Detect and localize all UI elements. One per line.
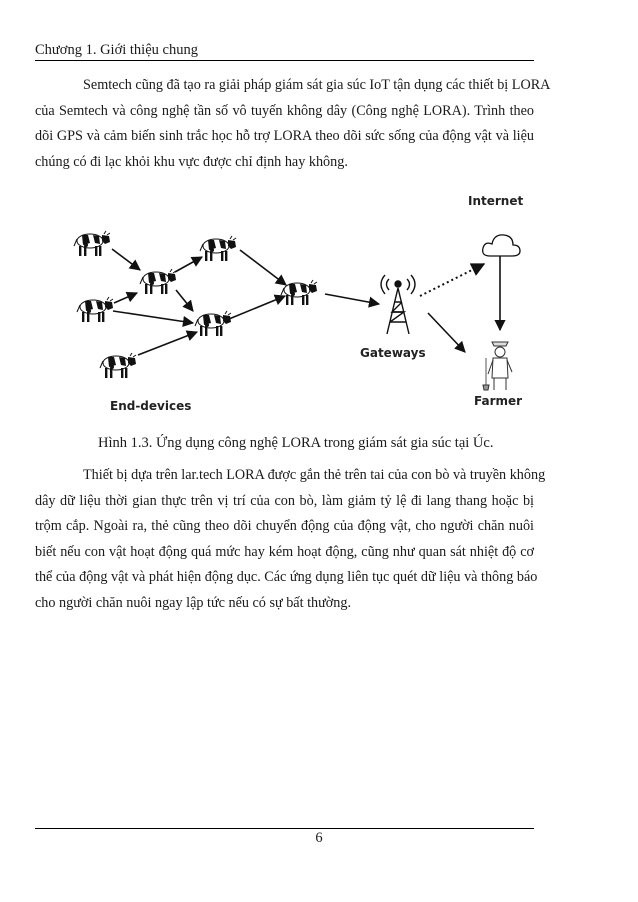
cow-icon (200, 236, 236, 261)
paragraph-semtech (35, 73, 551, 175)
cow-icon (195, 311, 231, 336)
header-divider (35, 60, 534, 61)
paragraph-line: Thiết bị dựa trên lar.tech LORA được gắn thẻ trên tai của con bò và truyền không (83, 467, 546, 483)
paragraph-line: Semtech cũng đã tạo ra giải pháp giám sát gia súc IoT tận dụng các thiết bị LORA (83, 77, 551, 93)
farmer-icon (483, 342, 512, 390)
gateway-tower-icon (381, 275, 415, 334)
paragraph-line: thể của động vật và phát hiện động dục. Các ứng dụng liên tục quét dữ liệu và thông báo (35, 569, 538, 586)
chapter-header: Chương 1. Giới thiệu chung (35, 42, 198, 58)
paragraph-line: của Semtech và công nghệ tần số vô tuyến không dây (Công nghệ LORA). Trình theo (35, 102, 534, 119)
paragraph-line: dây dữ liệu thời gian thực trên vị trí của con bò, làm giảm tỷ lệ đi lang thang hoặc bị (35, 492, 534, 509)
figure-caption: Hình 1.3. Ứng dụng công nghệ LORA trong giám sát gia súc tại Úc. (98, 435, 494, 451)
paragraph-line: trộm cắp. Ngoài ra, thẻ cũng theo dõi chuyển động của động vật, cho người chăn nuôi (35, 518, 534, 535)
paragraph-line: chúng có đi lạc khỏi khu vực được chỉ định hay không. (35, 153, 348, 170)
cow-icon (74, 231, 110, 256)
internet-label: Internet (468, 194, 524, 208)
cow-icon (77, 297, 113, 322)
cow-icon (140, 269, 176, 294)
gateways-label: Gateways (360, 346, 426, 360)
footer-divider (35, 828, 534, 829)
cow-icon (100, 353, 136, 378)
farmer-label: Farmer (474, 394, 523, 408)
cow-icon (281, 280, 317, 305)
paragraph-lartech (35, 463, 546, 617)
paragraph-line: cho người chăn nuôi ngay lập tức nếu có sự bất thường. (35, 594, 352, 611)
lora-cattle-monitoring-figure (60, 186, 530, 418)
end-devices-label: End-devices (110, 399, 192, 413)
paragraph-line: biết nếu con vật hoạt động quá mức hay kém hoạt động, cũng như quan sát nhiệt độ cơ (35, 543, 534, 560)
cloud-icon (483, 235, 520, 256)
wireless-link (420, 264, 484, 296)
page-number: 6 (315, 830, 323, 846)
paragraph-line: dõi GPS và cảm biến sinh trắc học hỗ trợ LORA theo dõi sức sống của động vật và liệu (35, 128, 534, 145)
